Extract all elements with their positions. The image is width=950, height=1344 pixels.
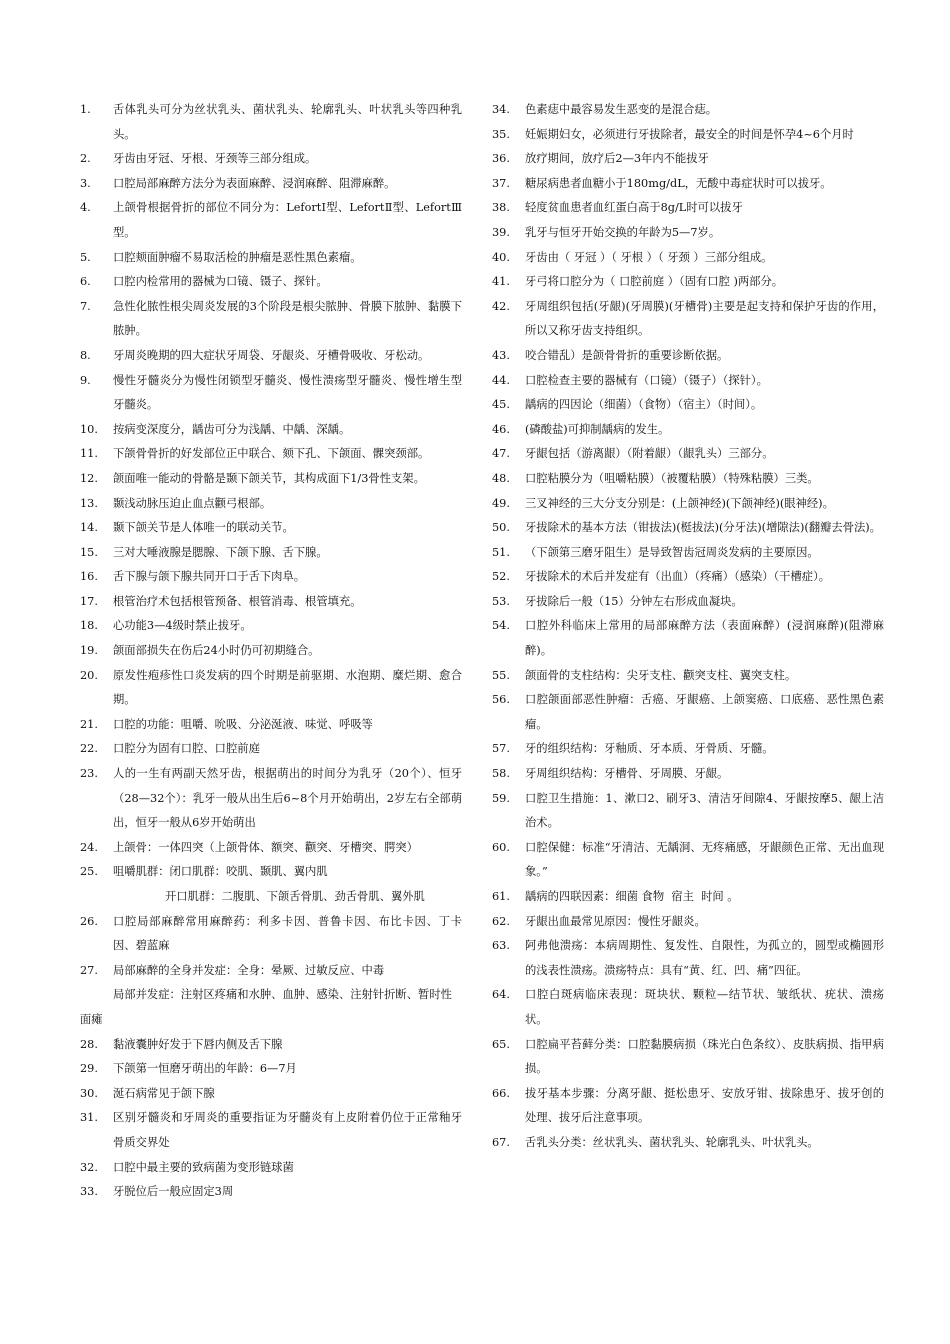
list-item bbox=[492, 98, 884, 123]
item-number: 55. bbox=[492, 668, 510, 682]
list-item bbox=[492, 565, 884, 590]
list-item bbox=[80, 369, 462, 418]
item-number: 60. bbox=[492, 840, 510, 854]
item-text: 咬合错乱）是颌骨骨折的重要诊断依据。 bbox=[525, 348, 729, 362]
item-number: 19. bbox=[80, 644, 98, 658]
item-text: 龋病的四联因素：细菌 食物 宿主 时间 。 bbox=[525, 890, 739, 903]
item-text: 拔牙基本步骤：分离牙龈、挺松患牙、安放牙钳、拔除患牙、拔牙创的处理、拔牙后注意事项。 bbox=[525, 1086, 884, 1125]
item-number: 16. bbox=[80, 570, 98, 584]
left-column bbox=[80, 98, 462, 1205]
item-text: 牙的组织结构：牙釉质、牙本质、牙骨质、牙髓。 bbox=[525, 742, 774, 756]
item-text: 牙拔除后一般（15）分钟左右形成血凝块。 bbox=[525, 594, 743, 608]
item-text: 牙周组织包括(牙龈)(牙周膜)(牙槽骨)主要是起支持和保护牙齿的作用，所以又称牙齿支持组织。 bbox=[525, 299, 884, 338]
list-item bbox=[80, 910, 462, 959]
list-item bbox=[80, 565, 462, 590]
list-item bbox=[492, 270, 884, 295]
item-number: 6. bbox=[80, 275, 91, 289]
list-item bbox=[492, 541, 884, 566]
list-item bbox=[80, 1156, 462, 1181]
item-number: 26. bbox=[80, 914, 98, 928]
item-text: 颌面部损失在伤后24小时仍可初期缝合。 bbox=[113, 644, 320, 658]
item-text: 放疗期间，放疗后2—3年内不能拔牙 bbox=[525, 152, 709, 166]
list-item bbox=[492, 344, 884, 369]
list-item bbox=[80, 344, 462, 369]
item-text: 牙周炎晚期的四大症状牙周袋、牙龈炎、牙槽骨吸收、牙松动。 bbox=[113, 348, 430, 362]
list-item bbox=[492, 516, 884, 541]
item-text: 口腔保健：标准“牙清洁、无龋洞、无疼痛感，牙龈颜色正常、无出血现象。” bbox=[525, 840, 884, 879]
item-text: 口腔颊面肿瘤不易取活检的肿瘤是恶性黑色素瘤。 bbox=[113, 250, 362, 264]
list-item bbox=[80, 959, 462, 984]
list-item bbox=[80, 664, 462, 713]
item-number: 49. bbox=[492, 496, 510, 510]
item-number: 4. bbox=[80, 201, 91, 215]
item-number: 30. bbox=[80, 1086, 98, 1100]
list-item bbox=[492, 737, 884, 762]
item-text: 口腔内检常用的器械为口镜、镊子、探针。 bbox=[113, 275, 328, 289]
item-number: 12. bbox=[80, 471, 98, 485]
list-item bbox=[80, 98, 462, 147]
item-number: 27. bbox=[80, 963, 98, 977]
list-item bbox=[492, 1131, 884, 1156]
item-number: 35. bbox=[492, 127, 510, 141]
list-item bbox=[492, 1082, 884, 1131]
item-number: 61. bbox=[492, 890, 510, 903]
list-item bbox=[492, 196, 884, 221]
item-text: 下颌第一恒磨牙萌出的年龄：6—7月 bbox=[113, 1062, 297, 1076]
item-text: 颌面唯一能动的骨骼是颞下颌关节，其构成面下1/3骨性支架。 bbox=[113, 471, 425, 485]
list-item bbox=[80, 1057, 462, 1082]
item-text: 牙龈包括（游离龈）（附着龈）（龈乳头）三部分。 bbox=[525, 447, 774, 461]
item-number: 15. bbox=[80, 545, 98, 559]
list-item bbox=[492, 393, 884, 418]
item-text: 轻度贫血患者血红蛋白高于8g/L时可以拔牙 bbox=[525, 201, 743, 215]
item-number: 39. bbox=[492, 225, 510, 239]
list-item bbox=[492, 467, 884, 492]
item-number: 36. bbox=[492, 152, 510, 166]
list-item bbox=[492, 836, 884, 885]
item-text: 色素痣中最容易发生恶变的是混合痣。 bbox=[525, 103, 718, 116]
item-text: 开口肌群：二腹肌、下颌舌骨肌、劲舌骨肌、翼外肌 bbox=[165, 890, 425, 903]
item-number: 42. bbox=[492, 299, 510, 313]
item-text: 三叉神经的三大分支分别是：(上颌神经)(下颌神经)(眼神经)。 bbox=[525, 496, 834, 510]
item-number bbox=[80, 983, 113, 1008]
item-text: 牙齿由（ 牙冠 ）（ 牙根 ）（ 牙颈 ）三部分组成。 bbox=[525, 250, 773, 264]
item-text: 牙弓将口腔分为（ 口腔前庭 ）（固有口腔 )两部分。 bbox=[525, 275, 784, 289]
item-text: 牙龈出血最常见原因：慢性牙龈炎。 bbox=[525, 914, 706, 928]
right-column bbox=[492, 98, 884, 1156]
item-text: 口腔局部麻醉常用麻醉药：利多卡因、普鲁卡因、布比卡因、丁卡因、碧蓝麻 bbox=[113, 914, 462, 953]
item-text: 牙周组织结构：牙槽骨、牙周膜、牙龈。 bbox=[525, 767, 729, 781]
list-item bbox=[492, 910, 884, 935]
list-item bbox=[80, 541, 462, 566]
list-item bbox=[80, 492, 462, 517]
item-text: 口腔局部麻醉方法分为表面麻醉、浸润麻醉、阻滞麻醉。 bbox=[113, 176, 396, 190]
item-number: 66. bbox=[492, 1086, 510, 1100]
item-text: 急性化脓性根尖周炎发展的3个阶段是根尖脓肿、骨膜下脓肿、黏膜下脓肿。 bbox=[113, 299, 462, 338]
item-number: 58. bbox=[492, 767, 510, 781]
item-text: 咀嚼肌群：闭口肌群：咬肌、颞肌、翼内肌 bbox=[113, 865, 328, 879]
list-item bbox=[80, 467, 462, 492]
list-item bbox=[80, 418, 462, 443]
item-text: 涎石病常见于颌下腺 bbox=[113, 1086, 215, 1100]
list-item bbox=[492, 983, 884, 1032]
list-item bbox=[492, 762, 884, 787]
item-number: 7. bbox=[80, 299, 91, 313]
item-text: 根管治疗术包括根管预备、根管消毒、根管填充。 bbox=[113, 594, 362, 608]
list-item bbox=[492, 123, 884, 148]
item-number: 62. bbox=[492, 914, 510, 928]
item-text: 舌乳头分类：丝状乳头、菌状乳头、轮廓乳头、叶状乳头。 bbox=[525, 1135, 819, 1149]
item-text: 下颌骨骨折的好发部位正中联合、颏下孔、下颌面、髁突颈部。 bbox=[113, 447, 430, 461]
item-number: 8. bbox=[80, 348, 91, 362]
item-number: 21. bbox=[80, 717, 98, 731]
item-number: 40. bbox=[492, 250, 510, 264]
item-text: 口腔白斑病临床表现：斑块状、颗粒—结节状、皱纸状、疣状、溃疡状。 bbox=[525, 988, 884, 1026]
item-text: 上颌骨：一体四突（上颌骨体、额突、颧突、牙槽突、腭突） bbox=[113, 840, 419, 854]
item-number: 52. bbox=[492, 570, 510, 584]
list-item bbox=[492, 614, 884, 663]
list-item bbox=[492, 442, 884, 467]
list-item bbox=[80, 1180, 462, 1205]
item-number: 31. bbox=[80, 1111, 98, 1125]
list-item bbox=[492, 787, 884, 836]
item-text: 颞下颌关节是人体唯一的联动关节。 bbox=[113, 521, 294, 535]
list-item-continuation bbox=[80, 885, 462, 910]
item-number: 64. bbox=[492, 988, 510, 1002]
item-text: 乳牙与恒牙开始交换的年龄为5—7岁。 bbox=[525, 225, 721, 239]
item-text: 原发性疱疹性口炎发病的四个时期是前驱期、水泡期、糜烂期、愈合期。 bbox=[113, 668, 462, 707]
item-number: 3. bbox=[80, 176, 91, 190]
list-item bbox=[80, 614, 462, 639]
list-item bbox=[80, 147, 462, 172]
item-number: 5. bbox=[80, 250, 91, 264]
item-number: 9. bbox=[80, 373, 91, 387]
list-item-continuation bbox=[80, 1008, 462, 1033]
list-item bbox=[492, 295, 884, 344]
item-text: 按病变深度分，龋齿可分为浅龋、中龋、深龋。 bbox=[113, 422, 351, 436]
item-number: 46. bbox=[492, 422, 510, 436]
item-text: 三对大唾液腺是腮腺、下颌下腺、舌下腺。 bbox=[113, 545, 328, 559]
item-text: 颞浅动脉压迫止血点颧弓根部。 bbox=[113, 496, 272, 510]
list-item bbox=[492, 885, 884, 910]
item-text: 口腔中最主要的致病菌为变形链球菌 bbox=[113, 1160, 294, 1174]
item-number: 63. bbox=[492, 939, 510, 953]
list-item bbox=[80, 516, 462, 541]
item-number: 50. bbox=[492, 521, 510, 535]
list-item bbox=[80, 196, 462, 245]
list-item bbox=[80, 737, 462, 762]
list-item bbox=[80, 762, 462, 836]
item-number: 17. bbox=[80, 594, 98, 608]
list-item bbox=[80, 713, 462, 738]
list-item bbox=[492, 172, 884, 197]
item-number: 1. bbox=[80, 103, 91, 116]
item-text: 牙齿由牙冠、牙根、牙颈等三部分组成。 bbox=[113, 152, 317, 166]
item-number: 67. bbox=[492, 1135, 510, 1149]
item-number: 2. bbox=[80, 152, 91, 166]
item-text: 口腔扁平苔藓分类：口腔黏膜病损（珠光白色条纹）、皮肤病损、指甲病损。 bbox=[525, 1037, 884, 1076]
item-text: 面瘫 bbox=[80, 1012, 103, 1026]
item-number: 18. bbox=[80, 619, 98, 633]
list-item bbox=[492, 492, 884, 517]
list-item bbox=[80, 860, 462, 885]
item-number: 57. bbox=[492, 742, 510, 756]
item-number: 45. bbox=[492, 398, 510, 412]
item-number: 28. bbox=[80, 1037, 98, 1051]
list-item bbox=[492, 1033, 884, 1082]
list-item bbox=[80, 270, 462, 295]
list-item bbox=[80, 639, 462, 664]
item-number: 51. bbox=[492, 545, 510, 559]
item-text: 心功能3—4级时禁止拔牙。 bbox=[113, 619, 252, 633]
item-number: 47. bbox=[492, 447, 510, 461]
item-text: 舌体乳头可分为丝状乳头、菌状乳头、轮廓乳头、叶状乳头等四种乳头。 bbox=[113, 103, 462, 141]
item-number bbox=[80, 885, 113, 910]
item-text: (磷酸盐)可抑制龋病的发生。 bbox=[525, 422, 670, 436]
item-number: 41. bbox=[492, 275, 510, 289]
item-text: 颌面骨的支柱结构：尖牙支柱、颧突支柱、翼突支柱。 bbox=[525, 668, 797, 682]
item-number: 59. bbox=[492, 791, 510, 805]
item-text: 区别牙髓炎和牙周炎的重要指证为牙髓炎有上皮附着仍位于正常釉牙骨质交界处 bbox=[113, 1111, 462, 1149]
item-text: 妊娠期妇女，必须进行牙拔除者，最安全的时间是怀孕4~6个月时 bbox=[525, 127, 854, 141]
item-text: 口腔的功能：咀嚼、吮吸、分泌涎液、味觉、呼吸等 bbox=[113, 717, 373, 731]
item-number: 53. bbox=[492, 594, 510, 608]
item-text: 黏液囊肿好发于下唇内侧及舌下腺 bbox=[113, 1037, 283, 1051]
item-number: 20. bbox=[80, 668, 98, 682]
item-number: 44. bbox=[492, 373, 510, 387]
list-item bbox=[80, 442, 462, 467]
item-number: 14. bbox=[80, 521, 98, 535]
item-number: 54. bbox=[492, 619, 510, 633]
item-number: 22. bbox=[80, 742, 98, 756]
item-number: 34. bbox=[492, 103, 510, 116]
item-text: 口腔分为固有口腔、口腔前庭 bbox=[113, 742, 260, 756]
list-item bbox=[492, 664, 884, 689]
item-number: 23. bbox=[80, 767, 98, 781]
list-item-continuation bbox=[80, 983, 462, 1008]
item-number: 11. bbox=[80, 447, 98, 461]
item-number: 38. bbox=[492, 201, 510, 215]
item-text: 口腔检查主要的器械有（口镜）（镊子）（探针）。 bbox=[525, 373, 768, 387]
item-text: 龋病的四因论（细菌）（食物）（宿主）（时间）。 bbox=[525, 398, 763, 412]
item-number: 65. bbox=[492, 1037, 510, 1051]
item-text: 舌下腺与颌下腺共同开口于舌下肉阜。 bbox=[113, 570, 306, 584]
item-text: 人的一生有两副天然牙齿，根据萌出的时间分为乳牙（20个）、恒牙（28—32个）：乳牙一般从出生后6~8个月开始萌出，2岁左右全部萌出，恒牙一般从6岁开始萌出 bbox=[113, 767, 462, 830]
item-text: （下颌第三磨牙阻生）是导致智齿冠周炎发病的主要原因。 bbox=[525, 545, 819, 559]
item-text: 牙拔除术的基本方法（钳拔法)(梃拔法)(分牙法)(增隙法)(翻瓣去骨法)。 bbox=[525, 521, 881, 535]
item-number: 25. bbox=[80, 865, 98, 879]
item-number: 56. bbox=[492, 693, 510, 707]
item-number: 48. bbox=[492, 471, 510, 485]
list-item bbox=[492, 147, 884, 172]
item-text: 局部并发症：注射区疼痛和水肿、血肿、感染、注射针折断、暂时性 bbox=[113, 988, 452, 1002]
item-text: 口腔卫生措施：1、漱口2、刷牙3、清洁牙间隙4、牙龈按摩5、龈上洁治术。 bbox=[525, 791, 884, 830]
item-text: 阿弗他溃疡：本病周期性、复发性、自限性，为孤立的，圆型或椭圆形的浅表性溃疡。溃疡特点：具有“黄、红、凹、痛”四征。 bbox=[525, 939, 884, 977]
item-number: 13. bbox=[80, 496, 98, 510]
item-text: 口腔粘膜分为（咀嚼粘膜）（被覆粘膜）（特殊粘膜）三类。 bbox=[525, 471, 819, 485]
list-item bbox=[80, 836, 462, 861]
list-item bbox=[492, 934, 884, 983]
list-item bbox=[80, 590, 462, 615]
list-item bbox=[80, 1033, 462, 1058]
item-number: 29. bbox=[80, 1062, 98, 1076]
list-item bbox=[80, 295, 462, 344]
item-number: 10. bbox=[80, 422, 98, 436]
list-item bbox=[492, 246, 884, 271]
list-item bbox=[492, 688, 884, 737]
list-item bbox=[492, 221, 884, 246]
item-text: 牙脱位后一般应固定3周 bbox=[113, 1185, 234, 1199]
item-text: 口腔外科临床上常用的局部麻醉方法（表面麻醉）(浸润麻醉)(阻滞麻醉)。 bbox=[525, 619, 884, 658]
list-item bbox=[492, 590, 884, 615]
item-text: 糖尿病患者血糖小于180mg/dL，无酸中毒症状时可以拔牙。 bbox=[525, 176, 832, 190]
list-item bbox=[80, 246, 462, 271]
item-text: 上颌骨根据骨折的部位不同分为：LefortⅠ型、LefortⅡ型、LefortⅢ型。 bbox=[113, 201, 462, 239]
item-number: 43. bbox=[492, 348, 510, 362]
item-text: 慢性牙髓炎分为慢性闭锁型牙髓炎、慢性溃疡型牙髓炎、慢性增生型牙髓炎。 bbox=[113, 373, 462, 412]
list-item bbox=[80, 1106, 462, 1155]
list-item bbox=[492, 369, 884, 394]
list-item bbox=[80, 1082, 462, 1107]
item-number: 33. bbox=[80, 1185, 98, 1199]
item-number: 24. bbox=[80, 840, 98, 854]
item-number: 37. bbox=[492, 176, 510, 190]
item-number: 32. bbox=[80, 1160, 98, 1174]
item-text: 口腔颌面部恶性肿瘤：舌癌、牙龈癌、上颌窦癌、口底癌、恶性黑色素瘤。 bbox=[525, 693, 884, 731]
item-text: 局部麻醉的全身并发症：全身：晕厥、过敏反应、中毒 bbox=[113, 963, 385, 977]
list-item bbox=[80, 172, 462, 197]
list-item bbox=[492, 418, 884, 443]
item-text: 牙拔除术的术后并发症有（出血）（疼痛）（感染）（干槽症）。 bbox=[525, 570, 831, 584]
